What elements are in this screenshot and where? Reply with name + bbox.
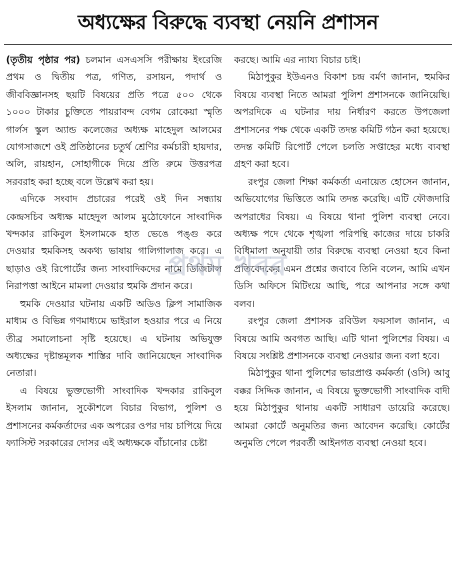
right-paragraph-5: মিঠাপুকুর থানা পুলিশের ভারপ্রাপ্ত কর্মকর্তা (ওসি) আবু বক্কর সিদ্দিক জানান, এ বিষয়ে ভুক্তভোগী সাংবাদিক বাদী হয়ে মিঠাপুকুর থানায় একটি সাধারণ ডায়েরি করেছে। আমরা কোর্টে অনুমতির জন্য আবেদন করেছি। কোর্টের অনুমতি পেলে পরবর্তী আইনগত ব্যবস্থা নেওয়া হবে।	[234, 368, 450, 449]
watermark: প্রথম খবর	[166, 249, 288, 282]
right-paragraph-2: মিঠাপুকুর ইউএনও বিকাশ চন্দ্র বর্মণ জানান, হুমকির বিষয়ে ব্যবস্থা নিতে আমরা পুলিশ প্রশাসনকে জানিয়েছি। অপরদিকে এ ঘটনার দায় নির্ধারণ করতে উপজেলা প্রশাসনের পক্ষ থেকে একটি তদন্ত কমিটি গঠন করা হয়েছে। তদন্ত কমিটি রিপোর্ট পেলে চলতি সপ্তাহের মধ্যে ব্যবস্থা গ্রহণ করা হবে।	[234, 72, 450, 171]
headline-divider	[4, 44, 452, 45]
left-paragraph-1-text: চলমান এসএসসি পরীক্ষায় ইংরেজি প্রথম ও দ্বিতীয় পত্র, গণিত, রসায়ন, পদার্থ ও জীববিজ্ঞানসহ ছয়টি বিষয়ের প্রতি পত্রে ৫০০ থেকে ১০০০ টাকার চুক্তিতে পায়রাবন্দ বেগম রোকেয়া স্মৃতি গার্লস স্কুল অ্যান্ড কলেজের অধ্যক্ষ মাহেদুল আলমের যোগসাজশে ওই প্রতিষ্ঠানের চতুর্থ শ্রেণির কর্মচারী হায়দার, অলি, রায়হান, সোহাগীকে দিয়ে প্রতি রুমে উত্তরপত্র সরবরাহ করা হচ্ছে বলে উল্লেখ করা হয়।	[6, 55, 222, 188]
right-paragraph-3: রংপুর জেলা শিক্ষা কর্মকর্তা এনায়েত হোসেন জানান, অভিযোগের ভিত্তিতে আমি তদন্ত করেছি। এটি ফৌজদারি অপরাধের বিষয়। এ বিষয়ে থানা পুলিশ ব্যবস্থা নেবে। অধ্যক্ষ পদে থেকে শৃঙ্খলা পরিপন্থি কাজের দায়ে চাকরি বিধিমালা অনুযায়ী তার বিরুদ্ধে ব্যবস্থা নেওয়া হবে কিনা প্রতিবেদকের এমন প্রশ্নের জবাবে তিনি বলেন, আমি এখন ডিসি অফিসে মিটিংয়ে আছি, পরে আপনার সঙ্গে কথা বলব।	[234, 176, 450, 310]
right-paragraph-4: রংপুর জেলা প্রশাসক রবিউল ফয়সাল জানান, এ বিষয়ে আমি অবগত আছি। এটি থানা পুলিশের বিষয়। এ বিষয়ে সংশ্লিষ্ট প্রশাসনকে ব্যবস্থা নেওয়ার জন্য বলা হবে।	[234, 316, 450, 362]
left-paragraph-4: এ বিষয়ে ভুক্তভোগী সাংবাদিক খন্দকার রাকিবুল ইসলাম জানান, সুকৌশলে বিচার বিভাগ, পুলিশ ও প্রশাসনের কর্মকর্তাদের এক অপরের ওপর দায় চাপিয়ে দিয়ে ফ্যাসিস্ট সরকারের দোসর এই অধ্যক্ষকে বাঁচানোর চেষ্টা	[6, 385, 222, 449]
left-paragraph-3: হুমকি দেওয়ার ঘটনায় একটি অডিও ক্লিপ সামাজিক মাধ্যম ও বিভিন্ন গণমাধ্যমে ভাইরাল হওয়ার পরে এ নিয়ে তীব্র সমালোচনা সৃষ্টি হয়েছে। এ ঘটনায় অভিযুক্ত অধ্যক্ষের দৃষ্টান্তমূলক শাস্তির দাবি জানিয়েছেন সাংবাদিক নেতারা।	[6, 298, 222, 380]
left-paragraph-2: এদিকে সংবাদ প্রচারের পরেই ওই দিন সন্ধ্যায় কেন্দ্রসচিব অধ্যক্ষ মাহেদুল আলম মুঠোফোনে সাংবাদিক খন্দকার রাকিবুল ইসলামকে হাত ভেঙে পঙ্গু করে দেওয়ার হুমকিসহ অকথ্য ভাষায় গালিগালাজ করে। এ ছাড়াও ওই রিপোর্টের জন্য সাংবাদিকদের নামে ডিজিটাল নিরাপত্তা আইনে মামলা দেওয়ার হুমকি প্রদান করে।	[6, 194, 222, 293]
right-column	[234, 52, 450, 572]
left-paragraph-1	[6, 52, 222, 191]
headline: অধ্যক্ষের বিরুদ্ধে ব্যবস্থা নেয়নি প্রশাসন	[77, 10, 379, 34]
continued-from-tag: (তৃতীয় পৃষ্ঠার পর)	[6, 55, 81, 66]
right-paragraph-1: করছে। আমি এর ন্যায্য বিচার চাই।	[234, 55, 361, 66]
left-column	[6, 52, 222, 572]
